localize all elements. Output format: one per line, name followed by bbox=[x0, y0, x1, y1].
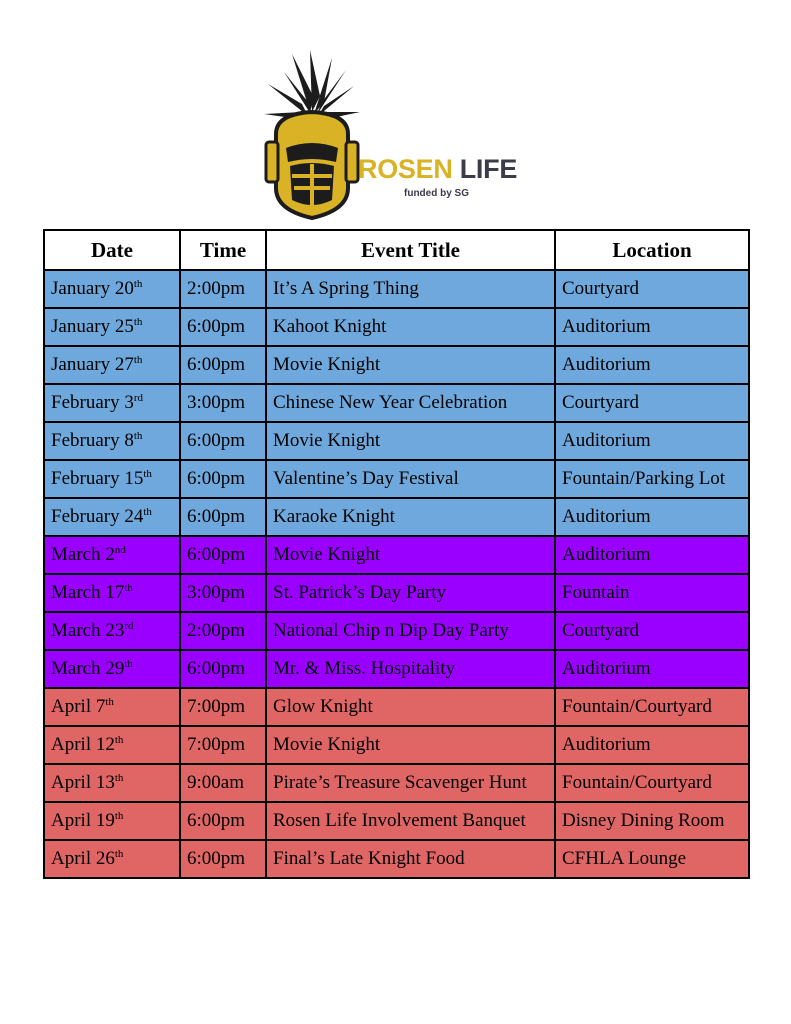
cell-time: 6:00pm bbox=[180, 498, 266, 536]
table-row bbox=[44, 384, 749, 422]
cell-event-title: Glow Knight bbox=[266, 688, 555, 726]
date-month: March bbox=[51, 620, 101, 641]
date-suffix: th bbox=[133, 430, 143, 442]
table-row bbox=[44, 650, 749, 688]
cell-date bbox=[44, 574, 180, 612]
table-row bbox=[44, 802, 749, 840]
date-day: 2 bbox=[105, 544, 115, 565]
cell-time: 3:00pm bbox=[180, 384, 266, 422]
cell-time: 6:00pm bbox=[180, 422, 266, 460]
cell-location: Auditorium bbox=[555, 536, 749, 574]
date-suffix: th bbox=[124, 582, 133, 594]
header-event-title: Event Title bbox=[266, 230, 555, 270]
date-month: February bbox=[51, 430, 120, 451]
cell-location: Courtyard bbox=[555, 612, 749, 650]
date-month: February bbox=[51, 468, 120, 489]
cell-time: 6:00pm bbox=[180, 650, 266, 688]
table-row bbox=[44, 574, 749, 612]
cell-location: Auditorium bbox=[555, 650, 749, 688]
cell-time: 7:00pm bbox=[180, 688, 266, 726]
cell-time: 6:00pm bbox=[180, 536, 266, 574]
table-row bbox=[44, 764, 749, 802]
date-day: 23 bbox=[105, 620, 125, 641]
cell-location: Auditorium bbox=[555, 346, 749, 384]
header-time: Time bbox=[180, 230, 266, 270]
cell-time: 9:00am bbox=[180, 764, 266, 802]
cell-date bbox=[44, 384, 180, 422]
cell-event-title: Mr. & Miss. Hospitality bbox=[266, 650, 555, 688]
cell-time: 7:00pm bbox=[180, 726, 266, 764]
cell-time: 2:00pm bbox=[180, 612, 266, 650]
header-date: Date bbox=[44, 230, 180, 270]
table-row bbox=[44, 308, 749, 346]
header-location: Location bbox=[555, 230, 749, 270]
table-row bbox=[44, 346, 749, 384]
date-suffix: th bbox=[114, 734, 124, 746]
cell-date bbox=[44, 802, 180, 840]
date-suffix: th bbox=[124, 658, 133, 670]
date-day: 20 bbox=[114, 278, 134, 299]
cell-date bbox=[44, 498, 180, 536]
date-month: February bbox=[51, 506, 120, 527]
cell-location: Auditorium bbox=[555, 726, 749, 764]
date-day: 27 bbox=[114, 354, 134, 375]
cell-event-title: Movie Knight bbox=[266, 422, 555, 460]
date-day: 3 bbox=[124, 392, 134, 413]
cell-date bbox=[44, 612, 180, 650]
cell-event-title: St. Patrick’s Day Party bbox=[266, 574, 555, 612]
date-day: 26 bbox=[95, 848, 115, 869]
date-month: February bbox=[51, 392, 120, 413]
date-month: April bbox=[51, 810, 92, 831]
cell-event-title: Final’s Late Knight Food bbox=[266, 840, 555, 878]
rosen-life-logo bbox=[262, 50, 542, 222]
cell-time: 6:00pm bbox=[180, 308, 266, 346]
date-month: January bbox=[51, 354, 111, 375]
cell-event-title: It’s A Spring Thing bbox=[266, 270, 555, 308]
date-suffix: th bbox=[133, 316, 143, 328]
date-month: January bbox=[51, 278, 111, 299]
cell-location: Fountain/Courtyard bbox=[555, 688, 749, 726]
date-suffix: th bbox=[133, 278, 143, 290]
cell-location: Fountain/Courtyard bbox=[555, 764, 749, 802]
events-table bbox=[43, 229, 750, 879]
date-suffix: th bbox=[143, 506, 152, 518]
table-row bbox=[44, 536, 749, 574]
pineapple-knight-helmet-icon bbox=[262, 50, 362, 222]
date-suffix: th bbox=[114, 810, 124, 822]
cell-date bbox=[44, 650, 180, 688]
cell-event-title: National Chip n Dip Day Party bbox=[266, 612, 555, 650]
cell-location: Courtyard bbox=[555, 270, 749, 308]
date-day: 17 bbox=[105, 582, 125, 603]
cell-location: CFHLA Lounge bbox=[555, 840, 749, 878]
date-day: 8 bbox=[124, 430, 134, 451]
date-month: March bbox=[51, 658, 101, 679]
date-day: 15 bbox=[124, 468, 144, 489]
table-row bbox=[44, 688, 749, 726]
date-day: 19 bbox=[95, 810, 115, 831]
date-suffix: th bbox=[105, 696, 114, 708]
cell-date bbox=[44, 308, 180, 346]
table-row bbox=[44, 270, 749, 308]
table-row bbox=[44, 840, 749, 878]
cell-location: Auditorium bbox=[555, 422, 749, 460]
table-row bbox=[44, 498, 749, 536]
date-suffix: th bbox=[143, 468, 152, 480]
cell-date bbox=[44, 688, 180, 726]
cell-date bbox=[44, 764, 180, 802]
cell-event-title: Rosen Life Involvement Banquet bbox=[266, 802, 555, 840]
cell-date bbox=[44, 346, 180, 384]
date-day: 29 bbox=[105, 658, 125, 679]
cell-date bbox=[44, 460, 180, 498]
date-month: March bbox=[51, 582, 101, 603]
brand-name bbox=[358, 156, 517, 183]
date-suffix: th bbox=[114, 772, 124, 784]
cell-event-title: Kahoot Knight bbox=[266, 308, 555, 346]
date-suffix: th bbox=[114, 848, 124, 860]
cell-time: 3:00pm bbox=[180, 574, 266, 612]
cell-date bbox=[44, 270, 180, 308]
cell-time: 6:00pm bbox=[180, 346, 266, 384]
cell-event-title: Valentine’s Day Festival bbox=[266, 460, 555, 498]
cell-location: Fountain/Parking Lot bbox=[555, 460, 749, 498]
date-suffix: th bbox=[133, 354, 143, 366]
cell-event-title: Movie Knight bbox=[266, 536, 555, 574]
date-month: April bbox=[51, 734, 92, 755]
date-day: 12 bbox=[95, 734, 115, 755]
cell-location: Disney Dining Room bbox=[555, 802, 749, 840]
date-suffix: rd bbox=[124, 620, 134, 632]
cell-date bbox=[44, 726, 180, 764]
table-row bbox=[44, 726, 749, 764]
table-row bbox=[44, 422, 749, 460]
cell-event-title: Karaoke Knight bbox=[266, 498, 555, 536]
brand-name-secondary: LIFE bbox=[459, 154, 518, 184]
date-day: 25 bbox=[114, 316, 134, 337]
cell-date bbox=[44, 422, 180, 460]
cell-event-title: Pirate’s Treasure Scavenger Hunt bbox=[266, 764, 555, 802]
cell-date bbox=[44, 840, 180, 878]
table-header-row bbox=[44, 230, 749, 270]
cell-event-title: Chinese New Year Celebration bbox=[266, 384, 555, 422]
table-row bbox=[44, 612, 749, 650]
date-day: 7 bbox=[95, 696, 106, 717]
date-day: 13 bbox=[95, 772, 115, 793]
cell-time: 6:00pm bbox=[180, 802, 266, 840]
cell-location: Auditorium bbox=[555, 308, 749, 346]
date-month: April bbox=[51, 696, 92, 717]
date-month: April bbox=[51, 772, 92, 793]
cell-time: 6:00pm bbox=[180, 460, 266, 498]
cell-location: Courtyard bbox=[555, 384, 749, 422]
table-row bbox=[44, 460, 749, 498]
cell-time: 2:00pm bbox=[180, 270, 266, 308]
brand-name-primary: ROSEN bbox=[358, 154, 453, 184]
date-month: April bbox=[51, 848, 92, 869]
date-day: 24 bbox=[124, 506, 144, 527]
date-suffix: nd bbox=[114, 544, 126, 556]
cell-date bbox=[44, 536, 180, 574]
date-month: January bbox=[51, 316, 111, 337]
cell-location: Fountain bbox=[555, 574, 749, 612]
cell-location: Auditorium bbox=[555, 498, 749, 536]
cell-event-title: Movie Knight bbox=[266, 726, 555, 764]
tagline: funded by SG bbox=[404, 188, 469, 199]
date-month: March bbox=[51, 544, 101, 565]
cell-event-title: Movie Knight bbox=[266, 346, 555, 384]
cell-time: 6:00pm bbox=[180, 840, 266, 878]
date-suffix: rd bbox=[133, 392, 144, 404]
